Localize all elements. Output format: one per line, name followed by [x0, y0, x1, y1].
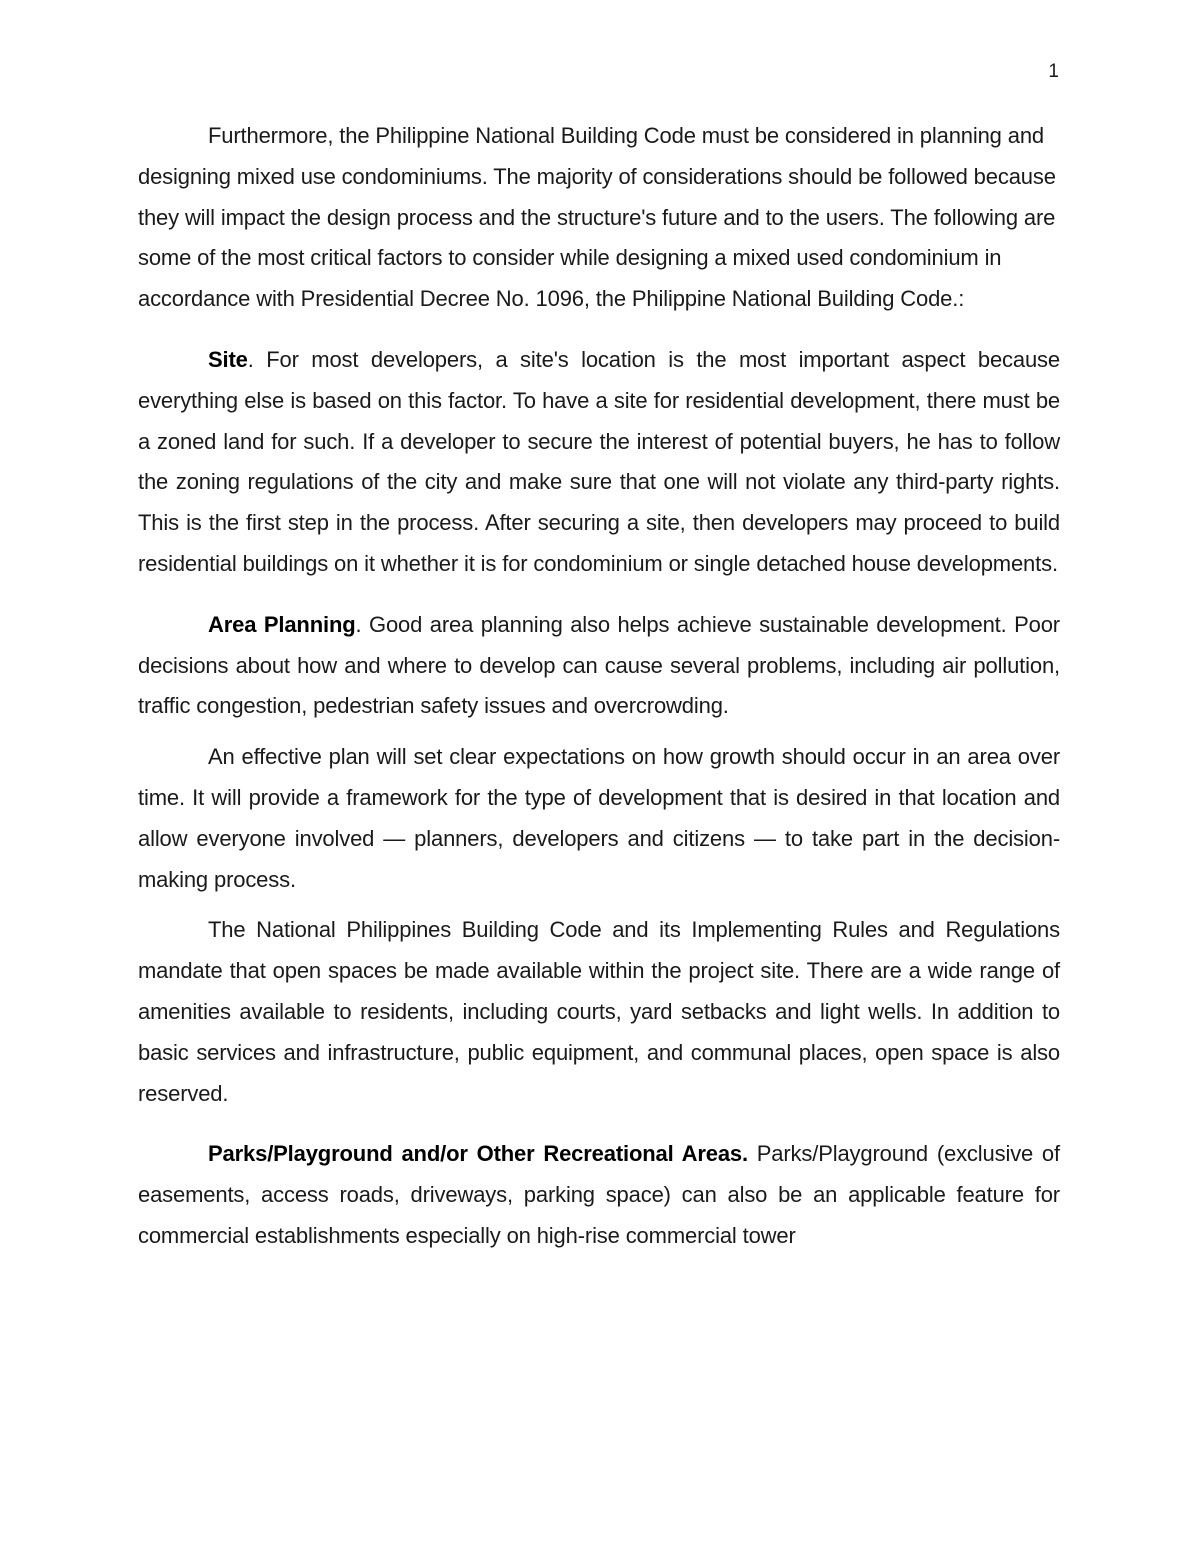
paragraph-area-planning [138, 605, 1060, 727]
page-number: 1 [1048, 61, 1059, 82]
heading-site: Site [208, 346, 248, 372]
paragraph-site-text: . For most developers, a site's location is the most important aspect because everything else is based on this factor. To have a site for residential development, there must be a zoned land for such. If a developer to secure the interest of potential buyers, he has to follow the zoning regulations of the city and make sure that one will not violate any third-party rights. This is the first step in the process. After securing a site, then developers may proceed to build residential buildings on it whether it is for condominium or single detached house developments. [138, 346, 1060, 576]
paragraph-intro: Furthermore, the Philippine National Building Code must be considered in planning and designing mixed use condominiums. The majority of considerations should be followed because they will impact the design process and the structure's future and to the users. The following are some of the most critical factors to consider while designing a mixed used condominium in accordance with Presidential Decree No. 1096, the Philippine National Building Code.: [138, 123, 1056, 312]
heading-parks: Parks/Playground and/or Other Recreational Areas. [208, 1141, 748, 1167]
paragraph-area-planning-text: . Good area planning also helps achieve sustainable development. Poor decisions about how and where to develop can cause several problems, including air pollution, traffic congestion, pedestrian safety issues and overcrowding. [138, 611, 1060, 719]
paragraph-effective-plan: An effective plan will set clear expectations on how growth should occur in an area over time. It will provide a framework for the type of development that is desired in that location and allow everyone involved — planners, developers and citizens — to take part in the decision-making process. [138, 744, 1060, 892]
paragraph-parks-text: Parks/Playground (exclusive of easements, access roads, driveways, parking space) can also be an applicable feature for commercial establishments especially on high-rise commercial tower [138, 1141, 1060, 1248]
paragraph-site [138, 340, 1060, 585]
document-body [138, 116, 1060, 1257]
heading-area-planning: Area Planning [208, 611, 356, 637]
paragraph-parks [138, 1134, 1060, 1256]
paragraph-building-code: The National Philippines Building Code and its Implementing Rules and Regulations mandate that open spaces be made available within the project site. There are a wide range of amenities available to residents, including courts, yard setbacks and light wells. In addition to basic services and infrastructure, public equipment, and communal places, open space is also reserved. [138, 917, 1060, 1106]
